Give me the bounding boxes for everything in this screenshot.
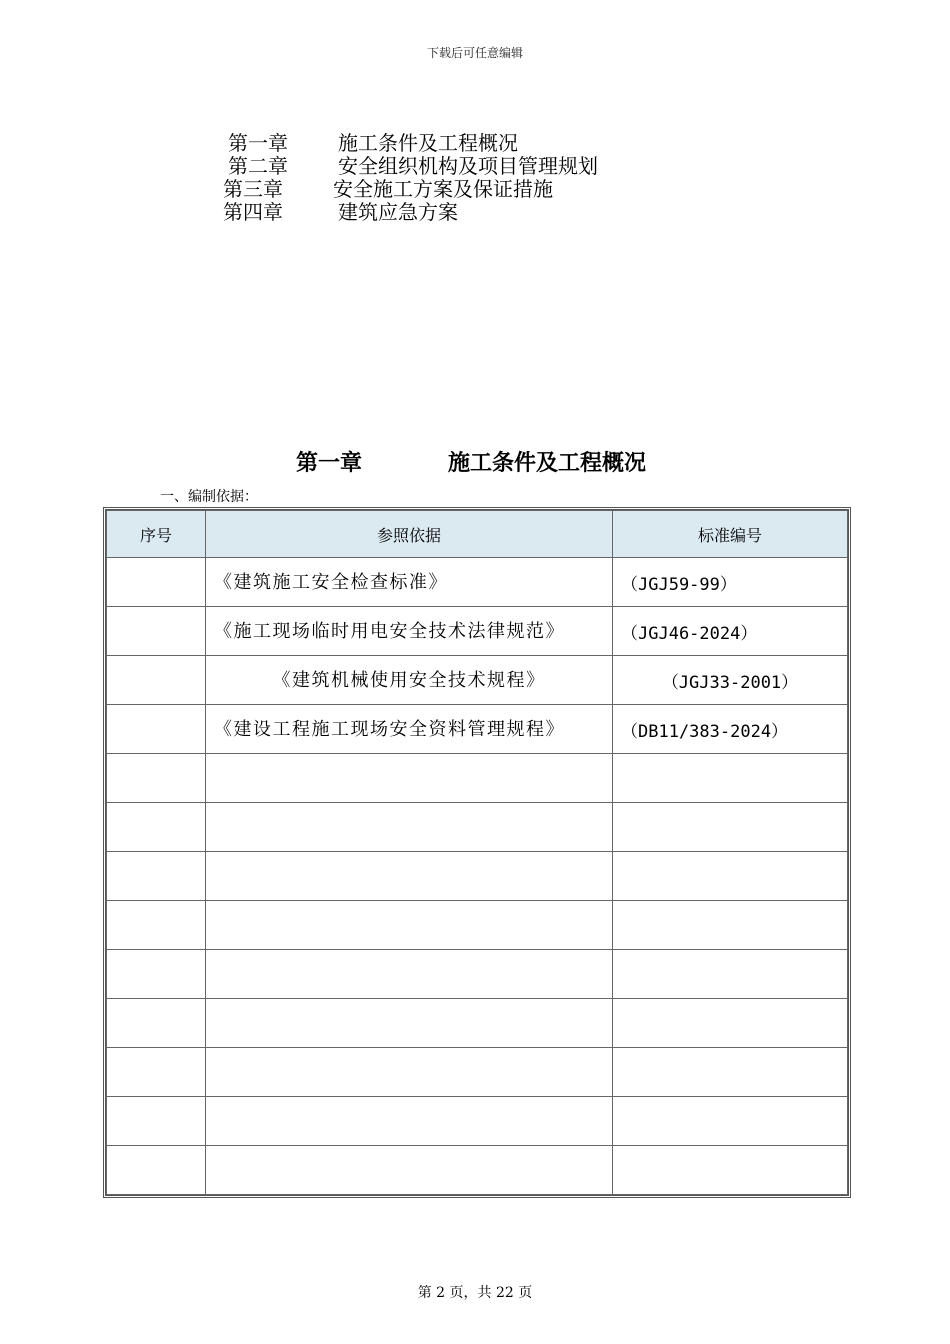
- cell-reference: [206, 852, 613, 901]
- chapter-number: 第一章: [296, 451, 363, 476]
- cell-number: [107, 656, 206, 705]
- header-cell-reference: 参照依据: [206, 511, 613, 558]
- section-label: 一、编制依据：: [160, 489, 258, 505]
- cell-number: [107, 950, 206, 999]
- cell-number: [107, 852, 206, 901]
- toc-chapter-number: 第三章: [223, 177, 283, 201]
- table-row: [107, 999, 848, 1048]
- cell-standard: （DB11/383-2024）: [613, 705, 848, 754]
- table-row: [107, 950, 848, 999]
- toc-entry: [0, 201, 950, 224]
- toc-chapter-title: 安全组织机构及项目管理规划: [338, 154, 598, 178]
- toc-chapter-title: 施工条件及工程概况: [338, 131, 518, 155]
- cell-reference: 《建筑施工安全检查标准》: [206, 558, 613, 607]
- cell-standard: （JGJ33-2001）: [613, 656, 848, 705]
- cell-standard: [613, 950, 848, 999]
- cell-reference: 《施工现场临时用电安全技术法律规范》: [206, 607, 613, 656]
- cell-standard: [613, 1097, 848, 1146]
- cell-reference: [206, 950, 613, 999]
- table-row: [107, 901, 848, 950]
- cell-standard: [613, 803, 848, 852]
- header-cell-standard: 标准编号: [613, 511, 848, 558]
- cell-reference: [206, 1097, 613, 1146]
- table-row: [107, 656, 848, 705]
- cell-number: [107, 901, 206, 950]
- cell-number: [107, 803, 206, 852]
- cell-standard: （JGJ46-2024）: [613, 607, 848, 656]
- cell-number: [107, 1146, 206, 1195]
- cell-standard: [613, 852, 848, 901]
- toc-chapter-number: 第一章: [228, 131, 288, 155]
- table-row: [107, 803, 848, 852]
- cell-number: [107, 999, 206, 1048]
- table-row: [107, 852, 848, 901]
- toc-entry: [0, 132, 950, 155]
- cell-reference: [206, 1048, 613, 1097]
- cell-standard: [613, 901, 848, 950]
- table-row: [107, 754, 848, 803]
- cell-standard: （JGJ59-99）: [613, 558, 848, 607]
- page-header: 下载后可任意编辑: [426, 46, 523, 60]
- cell-number: [107, 607, 206, 656]
- toc-chapter-title: 安全施工方案及保证措施: [333, 177, 553, 201]
- cell-number: [107, 558, 206, 607]
- cell-reference: [206, 999, 613, 1048]
- table-header-row: [107, 511, 848, 558]
- table-row: [107, 607, 848, 656]
- cell-standard: [613, 999, 848, 1048]
- table-row: [107, 1048, 848, 1097]
- toc-chapter-title: 建筑应急方案: [338, 200, 458, 224]
- reference-table: [103, 507, 851, 1198]
- cell-number: [107, 705, 206, 754]
- table-row: [107, 705, 848, 754]
- chapter-title: 施工条件及工程概况: [448, 451, 647, 476]
- cell-number: [107, 754, 206, 803]
- cell-number: [107, 1048, 206, 1097]
- table-of-contents: [0, 132, 950, 224]
- toc-chapter-number: 第四章: [223, 200, 283, 224]
- table-row: [107, 1097, 848, 1146]
- cell-standard: [613, 1048, 848, 1097]
- cell-reference: 《建设工程施工现场安全资料管理规程》: [206, 705, 613, 754]
- page-footer: 第 2 页，共 22 页: [417, 1285, 533, 1301]
- cell-reference: [206, 1146, 613, 1195]
- chapter-heading: [0, 446, 950, 476]
- cell-reference: [206, 901, 613, 950]
- header-cell-number: 序号: [107, 511, 206, 558]
- cell-reference: 《建筑机械使用安全技术规程》: [206, 656, 613, 705]
- cell-reference: [206, 803, 613, 852]
- table-row: [107, 1146, 848, 1195]
- toc-entry: [0, 178, 950, 201]
- cell-number: [107, 1097, 206, 1146]
- cell-reference: [206, 754, 613, 803]
- cell-standard: [613, 1146, 848, 1195]
- cell-standard: [613, 754, 848, 803]
- toc-entry: [0, 155, 950, 178]
- toc-chapter-number: 第二章: [228, 154, 288, 178]
- table-row: [107, 558, 848, 607]
